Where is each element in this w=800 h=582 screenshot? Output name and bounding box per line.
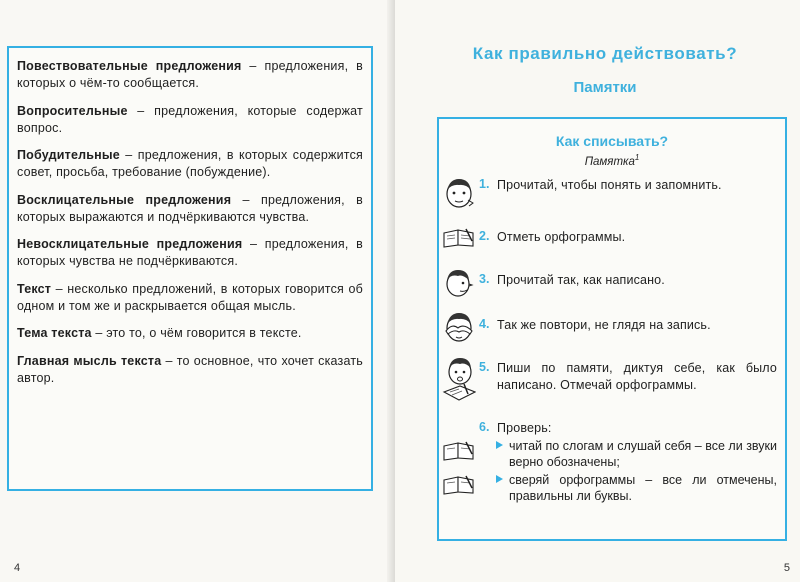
left-page <box>0 0 395 582</box>
definition-text: – предложения, в которых содержится совет, просьба, требование (побуждение). <box>17 148 363 179</box>
step-text: Так же повтори, не глядя на запись. <box>497 318 711 332</box>
definition-item <box>17 325 363 342</box>
step-number: 6. <box>479 420 490 434</box>
right-page <box>395 0 800 582</box>
step-text: Отметь орфограммы. <box>497 230 626 244</box>
page-title: Как правильно действовать? <box>472 44 738 63</box>
memo-box <box>437 117 787 541</box>
definition-text: – предложения, в которых выражаются и подчёркиваются чувства. <box>17 192 363 224</box>
memo-title: Как списывать? <box>555 133 669 149</box>
definition-item <box>17 192 363 226</box>
definition-item <box>17 353 363 387</box>
boy-profile-icon <box>442 266 476 300</box>
definition-text: – то основное, что хочет сказать автор. <box>17 353 363 385</box>
thinking-boy-icon <box>442 175 476 211</box>
memo-subtitle <box>439 153 785 168</box>
open-book-icon <box>442 474 476 496</box>
step-number: 4. <box>479 317 490 331</box>
definition-text: – предложения, в которых о чём-то сообщается. <box>17 59 363 90</box>
definition-term: Вопросительные <box>17 103 128 118</box>
definition-term: Побудительные <box>17 148 120 162</box>
definition-item <box>17 236 363 270</box>
step-number: 1. <box>479 177 490 191</box>
definition-term: Невосклицательные предложения <box>17 237 243 251</box>
step-number: 2. <box>479 229 490 243</box>
definition-text: – это то, о чём говорится в тексте. <box>91 326 302 340</box>
boy-writing-icon <box>442 356 476 402</box>
open-book-icon <box>442 227 476 249</box>
boy-covering-eyes-icon <box>442 309 476 345</box>
step-text: Прочитай так, как написано. <box>497 273 665 287</box>
definitions-box <box>7 46 373 491</box>
step-text: Пиши по памяти, диктуя себе, как было написано. Отмечай орфограммы. <box>497 361 777 392</box>
step-number: 5. <box>479 360 490 374</box>
definition-text: – несколько предложений, в которых говорится об одном и том же и раскрывается общая мысль. <box>17 281 363 313</box>
page-subtitle: Памятки <box>573 79 637 96</box>
memo-subtitle-text: Памятка <box>584 155 635 168</box>
check-item-text <box>509 472 777 504</box>
page-number-right: 5 <box>783 562 790 574</box>
definition-item <box>17 103 363 137</box>
definition-text: – предложения, которые содержат вопрос. <box>17 103 363 135</box>
definition-item <box>17 58 363 92</box>
page-number-left: 4 <box>14 562 21 574</box>
definition-term: Повествовательные предложения <box>17 59 242 73</box>
footnote-marker: 1 <box>634 153 640 162</box>
check-item-label: сверяй орфограммы – все ли отмечены, правильны ли буквы. <box>509 473 777 503</box>
definition-term: Главная мысль текста <box>17 353 162 368</box>
definition-term: Тема текста <box>17 326 92 340</box>
definition-item <box>17 281 363 315</box>
definition-term: Восклицательные предложения <box>17 192 232 207</box>
step-text: Прочитай, чтобы понять и запомнить. <box>497 178 722 192</box>
definition-text: – предложения, в которых чувства не подчёркиваются. <box>17 237 363 268</box>
open-book-icon <box>442 440 476 462</box>
check-item-text <box>509 438 777 470</box>
bullet-arrow-icon <box>496 441 503 449</box>
bullet-arrow-icon <box>496 475 503 483</box>
step-text: Проверь: <box>497 421 552 435</box>
check-item-label: читай по слогам и слушай себя – все ли звуки верно обозначены; <box>509 439 777 469</box>
definition-item <box>17 147 363 181</box>
step-number: 3. <box>479 272 490 286</box>
definition-term: Текст <box>17 281 52 296</box>
